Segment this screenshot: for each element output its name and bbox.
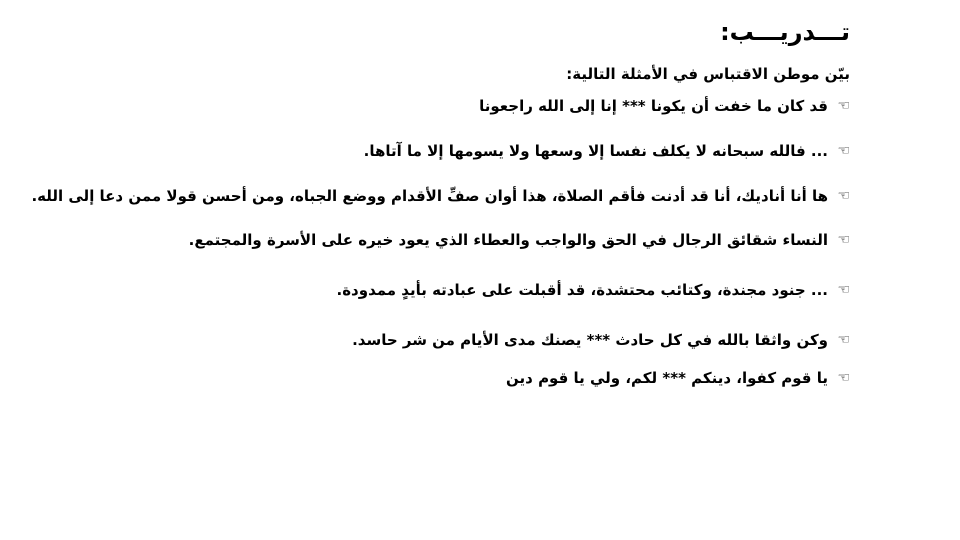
pointing-hand-icon: ☜ (837, 98, 850, 114)
exercise-item (189, 231, 850, 249)
exercise-text: ... فالله سبحانه لا يكلف نفسا إلا وسعها ولا يسومها إلا ما آتاها. (363, 142, 828, 160)
exercise-item (352, 331, 850, 349)
exercise-text: النساء شقائق الرجال في الحق والواجب والعطاء الذي يعود خيره على الأسرة والمجتمع. (188, 231, 828, 249)
page-title: تـــدريـــب: (720, 18, 850, 46)
pointing-hand-icon: ☜ (837, 232, 850, 248)
exercise-item (506, 369, 850, 387)
pointing-hand-icon: ☜ (837, 332, 850, 348)
exercise-text: ... جنود مجندة، وكتائب محتشدة، قد أقبلت على عبادته بأيدٍ ممدودة. (336, 281, 828, 299)
pointing-hand-icon: ☜ (837, 370, 850, 386)
exercise-item (479, 97, 850, 115)
pointing-hand-icon: ☜ (837, 143, 850, 159)
pointing-hand-icon: ☜ (837, 188, 850, 204)
exercise-text: ها أنا أناديك، أنا قد أدنت فأقم الصلاة، هذا أوان صفِّ الأقدام ووضع الجباه، ومن أحسن قولا ممن دعا إلى الله. (31, 187, 828, 205)
exercise-item (337, 281, 851, 299)
exercise-item (364, 142, 850, 160)
exercise-item (31, 187, 850, 205)
pointing-hand-icon: ☜ (837, 282, 850, 298)
instruction-text: بيّن موطن الاقتباس في الأمثلة التالية: (566, 65, 850, 83)
exercise-text: قد كان ما خفت أن يكونا *** إنا إلى الله راجعونا (479, 97, 828, 115)
exercise-text: يا قوم كفوا، دينكم *** لكم، ولي يا قوم دين (506, 369, 828, 387)
exercise-text: وكن واثقا بالله في كل حادث *** يصنك مدى الأيام من شر حاسد. (352, 331, 828, 349)
